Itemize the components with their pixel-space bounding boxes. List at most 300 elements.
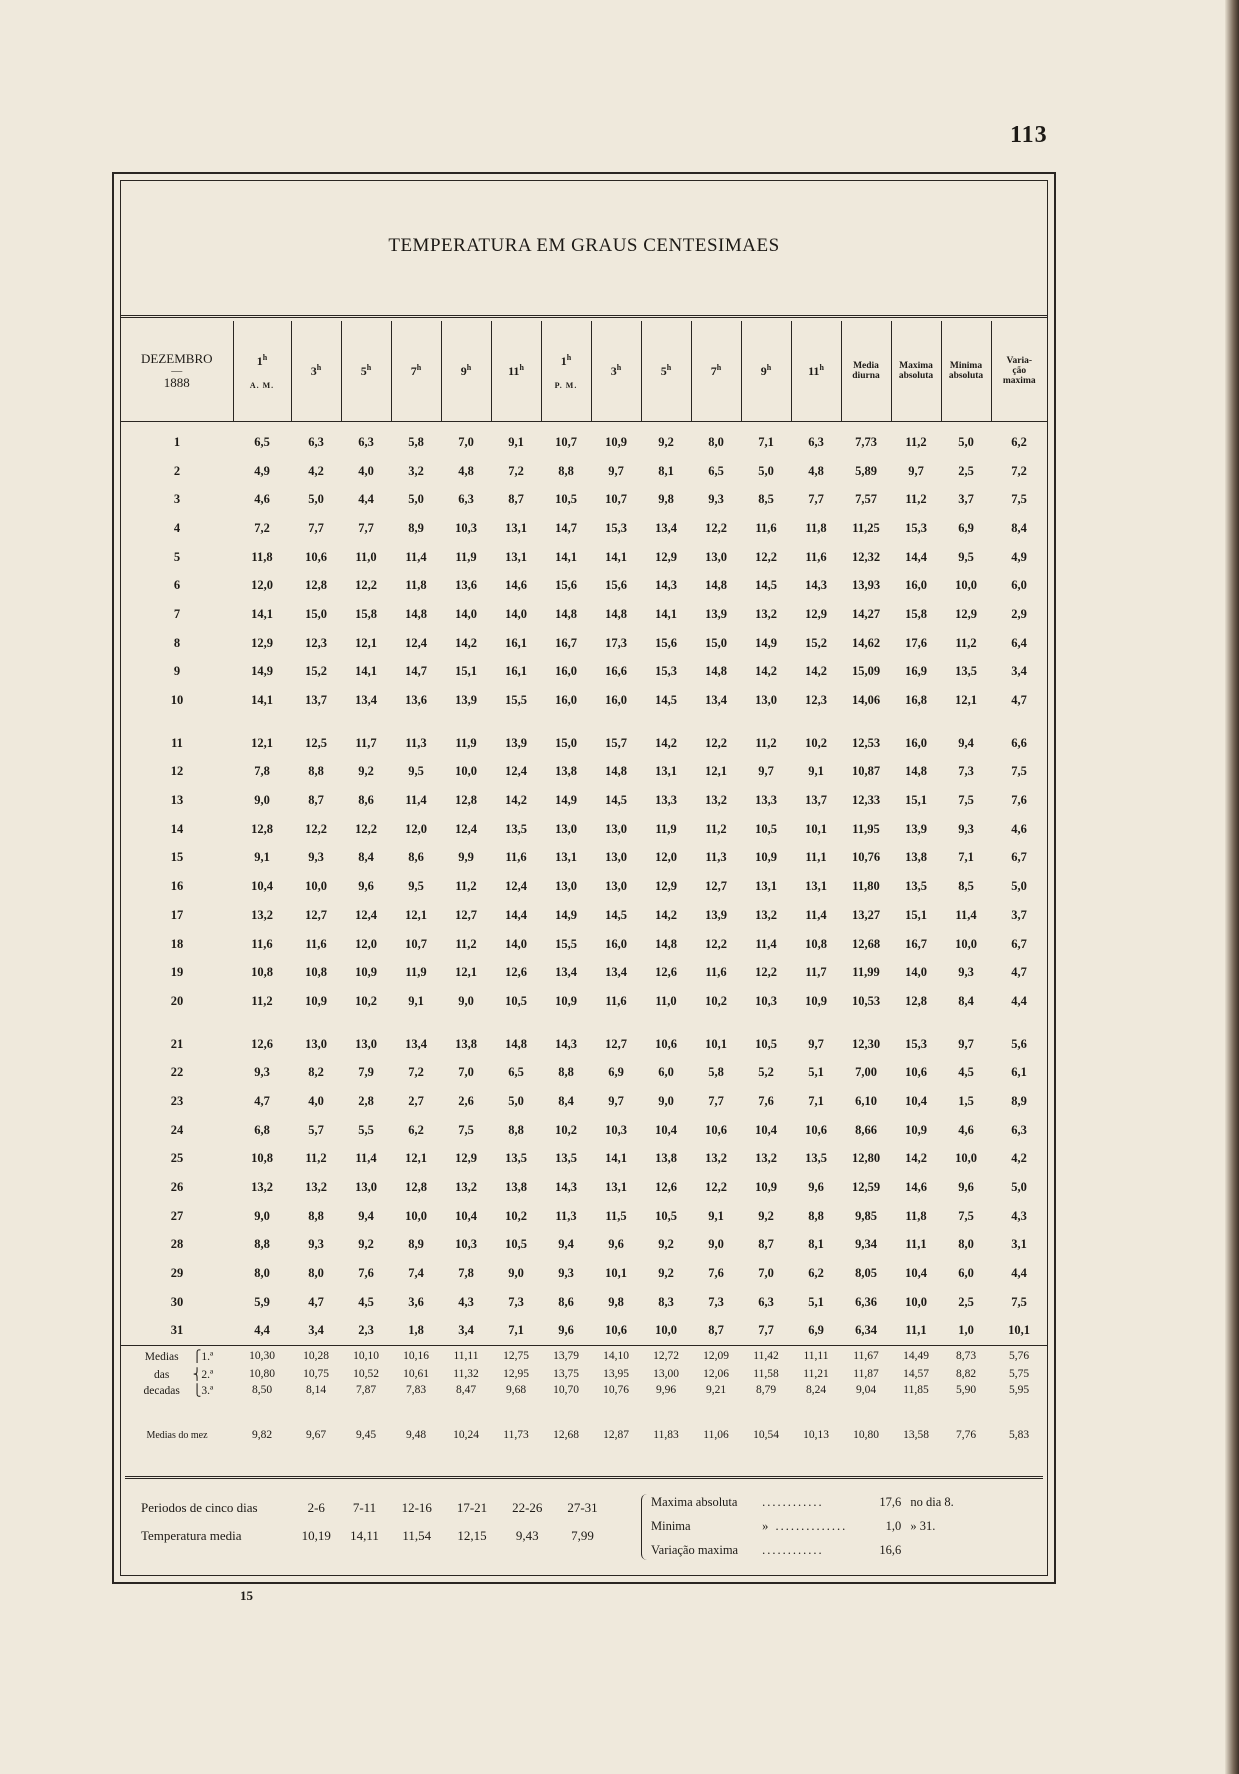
value-cell: 10,9 <box>605 434 627 449</box>
header-hour-3am <box>291 321 341 422</box>
value-cell: 16,0 <box>905 735 927 750</box>
decada-value-cell: 8,50 <box>251 1384 273 1397</box>
value-cell: 11,95 <box>852 821 880 836</box>
value-cell: 13,7 <box>805 793 827 808</box>
spacer-cell <box>233 1410 291 1422</box>
day-cell: 13 <box>170 793 184 808</box>
value-cell: 10,3 <box>755 993 777 1008</box>
value-cell: 14,2 <box>805 664 827 679</box>
value-cell: 10,1 <box>805 821 827 836</box>
value-cell: 10,8 <box>805 936 827 951</box>
value-cell: 6,5 <box>254 434 270 449</box>
decada-label-cell <box>121 1366 233 1382</box>
value-cell: 14,1 <box>555 549 577 564</box>
value-cell: 8,4 <box>958 993 974 1008</box>
value-cell: 9,0 <box>254 1208 270 1223</box>
spacer-cell <box>691 715 741 729</box>
medias-mes-value-cell: 12,87 <box>603 1429 629 1442</box>
value-cell: 14,5 <box>605 907 627 922</box>
value-cell: 8,7 <box>708 1323 724 1338</box>
value-cell: 14,0 <box>505 606 527 621</box>
value-cell: 10,8 <box>251 1151 273 1166</box>
hour-label: 11 <box>808 364 820 378</box>
value-cell: 6,9 <box>608 1065 624 1080</box>
day-cell: 28 <box>170 1237 184 1252</box>
value-cell: 13,1 <box>755 879 777 894</box>
value-cell: 11,0 <box>355 549 377 564</box>
spacer-cell <box>341 1398 391 1410</box>
spacer-cell <box>941 1016 991 1030</box>
table-body <box>121 422 1047 1449</box>
spacer-cell <box>741 1410 791 1422</box>
spacer-cell <box>541 1398 591 1410</box>
table-row <box>121 1317 1047 1346</box>
value-cell: 10,5 <box>505 993 527 1008</box>
value-cell: 10,6 <box>655 1036 677 1051</box>
decada-row <box>121 1382 1047 1398</box>
spacer-cell <box>233 1398 291 1410</box>
value-cell: 7,3 <box>708 1294 724 1309</box>
value-cell: 9,4 <box>558 1237 574 1252</box>
medias-mes-value-cell: 9,45 <box>355 1429 377 1442</box>
table-row <box>121 729 1047 758</box>
value-cell: 13,6 <box>405 693 427 708</box>
value-cell: 10,0 <box>455 764 477 779</box>
value-cell: 14,1 <box>251 693 273 708</box>
day-cell: 19 <box>170 965 184 980</box>
value-cell: 7,7 <box>358 520 374 535</box>
header-hour-5am <box>341 321 391 422</box>
value-cell: 11,2 <box>305 1151 327 1166</box>
spacer-cell <box>591 715 641 729</box>
value-cell: 9,7 <box>808 1036 824 1051</box>
value-cell: 13,8 <box>905 850 927 865</box>
day-cell: 8 <box>173 635 181 650</box>
value-cell: 14,8 <box>505 1036 527 1051</box>
decada-value-cell: 10,75 <box>303 1368 329 1381</box>
value-cell: 12,1 <box>251 735 273 750</box>
value-cell: 16,0 <box>555 664 577 679</box>
value-cell: 11,8 <box>905 1208 927 1223</box>
value-cell: 14,0 <box>455 606 477 621</box>
spacer-cell <box>741 715 791 729</box>
value-cell: 3,6 <box>408 1294 424 1309</box>
value-cell: 9,2 <box>758 1208 774 1223</box>
spacer-cell <box>233 1016 291 1030</box>
pm-label: P. M. <box>554 380 578 390</box>
value-cell: 13,4 <box>405 1036 427 1051</box>
decada-value-cell: 14,10 <box>591 1346 641 1367</box>
day-cell: 27 <box>170 1208 184 1223</box>
decada-value-cell: 11,87 <box>853 1368 879 1381</box>
value-cell: 14,1 <box>605 1151 627 1166</box>
value-cell: 5,0 <box>508 1093 524 1108</box>
decada-value-cell: 12,75 <box>491 1346 541 1367</box>
value-cell: 13,0 <box>355 1036 377 1051</box>
value-cell: 7,5 <box>958 793 974 808</box>
value-cell: 5,89 <box>855 463 877 478</box>
am-label: A. M. <box>249 380 275 390</box>
spacer-cell <box>841 1410 891 1422</box>
decada-value-cell: 5,95 <box>1008 1384 1030 1397</box>
day-cell: 23 <box>170 1093 184 1108</box>
value-cell: 10,0 <box>955 578 977 593</box>
value-cell: 6,3 <box>358 434 374 449</box>
value-cell: 14,7 <box>555 520 577 535</box>
value-cell: 9,7 <box>608 1093 624 1108</box>
value-cell: 12,4 <box>505 879 527 894</box>
value-cell: 4,5 <box>958 1065 974 1080</box>
header-hour-7am <box>391 321 441 422</box>
value-cell: 10,4 <box>755 1122 777 1137</box>
spacer-cell <box>991 1398 1047 1410</box>
value-cell: 13,2 <box>305 1180 327 1195</box>
value-cell: 13,0 <box>355 1180 377 1195</box>
value-cell: 13,4 <box>655 520 677 535</box>
spacer-cell <box>121 1016 233 1030</box>
value-cell: 11,9 <box>455 549 477 564</box>
value-cell: 8,8 <box>808 1208 824 1223</box>
value-cell: 9,0 <box>458 993 474 1008</box>
value-cell: 8,7 <box>758 1237 774 1252</box>
value-cell: 9,1 <box>254 850 270 865</box>
value-cell: 5,6 <box>1011 1036 1027 1051</box>
value-cell: 11,99 <box>852 965 880 980</box>
value-cell: 13,5 <box>905 879 927 894</box>
spacer-cell <box>441 1398 491 1410</box>
value-cell: 7,0 <box>458 1065 474 1080</box>
value-cell: 10,3 <box>605 1122 627 1137</box>
value-cell: 14,4 <box>505 907 527 922</box>
value-cell: 11,25 <box>852 520 880 535</box>
value-cell: 12,2 <box>305 821 327 836</box>
value-cell: 12,6 <box>655 965 677 980</box>
value-cell: 13,4 <box>605 965 627 980</box>
decada-value-cell: 13,75 <box>553 1368 579 1381</box>
value-cell: 11,2 <box>455 936 477 951</box>
decada-value-cell: 13,00 <box>653 1368 679 1381</box>
decada-value-cell: 11,67 <box>841 1346 891 1367</box>
spacer-cell <box>121 1410 233 1422</box>
decada-number: 3.ª <box>201 1385 214 1398</box>
value-cell: 10,0 <box>305 879 327 894</box>
value-cell: 13,0 <box>705 549 727 564</box>
value-cell: 13,0 <box>605 850 627 865</box>
medias-mes-value-cell: 7,76 <box>955 1429 977 1442</box>
extreme-value: 16,6 <box>879 1543 902 1557</box>
value-cell: 5,0 <box>958 434 974 449</box>
value-cell: 3,4 <box>308 1323 324 1338</box>
decada-value-cell: 10,16 <box>391 1346 441 1367</box>
value-cell: 15,3 <box>905 520 927 535</box>
value-cell: 13,3 <box>655 793 677 808</box>
value-cell: 4,0 <box>308 1093 324 1108</box>
value-cell: 12,1 <box>405 907 427 922</box>
value-cell: 9,2 <box>658 434 674 449</box>
hour-mark: h <box>766 363 772 372</box>
header-hour-11am <box>491 321 541 422</box>
value-cell: 7,2 <box>508 463 524 478</box>
table-row <box>121 1145 1047 1174</box>
extreme-leader: » .............. <box>762 1519 848 1533</box>
temperatura-media-value: 7,99 <box>571 1528 594 1543</box>
extreme-row-maxima <box>651 1490 1000 1514</box>
value-cell: 17,6 <box>905 635 927 650</box>
value-cell: 10,1 <box>605 1266 627 1281</box>
value-cell: 7,7 <box>708 1093 724 1108</box>
value-cell: 10,3 <box>455 520 477 535</box>
value-cell: 12,1 <box>705 764 727 779</box>
value-cell: 14,4 <box>905 549 927 564</box>
day-cell: 18 <box>170 936 184 951</box>
table-row <box>121 1173 1047 1202</box>
page-number: 113 <box>1010 122 1048 148</box>
value-cell: 11,6 <box>705 965 727 980</box>
value-cell: 13,1 <box>655 764 677 779</box>
value-cell: 13,93 <box>851 578 881 593</box>
spacer-cell <box>441 1016 491 1030</box>
value-cell: 10,4 <box>455 1208 477 1223</box>
spacer-cell <box>591 1410 641 1422</box>
value-cell: 10,0 <box>405 1208 427 1223</box>
value-cell: 9,5 <box>408 764 424 779</box>
value-cell: 9,2 <box>358 764 374 779</box>
value-cell: 16,7 <box>555 635 577 650</box>
header-hour-1am <box>233 321 291 422</box>
value-cell: 4,4 <box>1011 1266 1027 1281</box>
value-cell: 8,2 <box>308 1065 324 1080</box>
decada-value-cell: 7,87 <box>355 1384 377 1397</box>
medias-label-word: Medias <box>144 1351 179 1364</box>
spacer-cell <box>491 1410 541 1422</box>
decada-brace: ⎩ <box>192 1385 202 1398</box>
value-cell: 14,06 <box>851 693 881 708</box>
value-cell: 10,5 <box>755 821 777 836</box>
day-cell: 26 <box>170 1180 184 1195</box>
spacer-cell <box>891 1016 941 1030</box>
decada-value-cell: 5,75 <box>1008 1368 1030 1381</box>
value-cell: 6,3 <box>808 434 824 449</box>
value-cell: 14,8 <box>905 764 927 779</box>
spacer-cell <box>391 1398 441 1410</box>
table-inner-frame <box>120 180 1048 1576</box>
hour-label: 3 <box>310 364 317 378</box>
value-cell: 12,33 <box>851 793 881 808</box>
spacer-cell <box>541 1016 591 1030</box>
value-cell: 10,6 <box>805 1122 827 1137</box>
hour-mark: h <box>366 363 372 372</box>
decada-value-cell: 10,30 <box>233 1346 291 1367</box>
value-cell: 11,8 <box>405 578 427 593</box>
value-cell: 14,9 <box>251 664 273 679</box>
decada-row <box>121 1346 1047 1367</box>
value-cell: 5,8 <box>708 1065 724 1080</box>
value-cell: 12,8 <box>251 821 273 836</box>
spacer-cell <box>991 1016 1047 1030</box>
value-cell: 12,7 <box>305 907 327 922</box>
spacer-cell <box>641 1398 691 1410</box>
table-row <box>121 686 1047 715</box>
decada-value-cell: 10,61 <box>403 1368 429 1381</box>
value-cell: 6,3 <box>758 1294 774 1309</box>
value-cell: 6,3 <box>458 492 474 507</box>
value-cell: 15,6 <box>605 578 627 593</box>
value-cell: 2,8 <box>358 1093 374 1108</box>
value-cell: 14,3 <box>655 578 677 593</box>
extreme-label: Minima <box>651 1519 691 1533</box>
value-cell: 14,3 <box>555 1036 577 1051</box>
value-cell: 9,3 <box>254 1065 270 1080</box>
value-cell: 9,9 <box>458 850 474 865</box>
value-cell: 13,8 <box>655 1151 677 1166</box>
value-cell: 14,62 <box>851 635 881 650</box>
value-cell: 14,1 <box>355 664 377 679</box>
spacer-cell <box>441 1410 491 1422</box>
table-row <box>121 514 1047 543</box>
title-band <box>121 181 1047 318</box>
value-cell: 7,1 <box>508 1323 524 1338</box>
value-cell: 15,0 <box>305 606 327 621</box>
value-cell: 11,1 <box>905 1237 927 1252</box>
value-cell: 10,2 <box>505 1208 527 1223</box>
table-row <box>121 457 1047 486</box>
value-cell: 13,0 <box>555 821 577 836</box>
value-cell: 6,34 <box>855 1323 877 1338</box>
value-cell: 11,2 <box>705 821 727 836</box>
value-cell: 14,8 <box>705 578 727 593</box>
medias-mes-value-cell: 10,54 <box>753 1429 779 1442</box>
temperatura-media-value: 11,54 <box>402 1528 432 1543</box>
value-cell: 13,5 <box>955 664 977 679</box>
value-cell: 12,8 <box>405 1180 427 1195</box>
value-cell: 15,7 <box>605 735 627 750</box>
value-cell: 5,8 <box>408 434 424 449</box>
value-cell: 11,0 <box>655 993 677 1008</box>
value-cell: 11,8 <box>251 549 273 564</box>
spacer-cell <box>591 1398 641 1410</box>
spacer-cell <box>991 1410 1047 1422</box>
value-cell: 11,3 <box>705 850 727 865</box>
value-cell: 2,9 <box>1011 606 1027 621</box>
decada-value-cell: 8,79 <box>755 1384 777 1397</box>
day-cell: 16 <box>170 879 184 894</box>
temperatura-media-value: 12,15 <box>457 1528 487 1543</box>
value-cell: 9,1 <box>708 1208 724 1223</box>
medias-mes-value-cell: 10,13 <box>803 1429 829 1442</box>
value-cell: 3,2 <box>408 463 424 478</box>
value-cell: 6,0 <box>958 1266 974 1281</box>
table-row <box>121 600 1047 629</box>
extreme-label: Maxima absoluta <box>651 1495 738 1509</box>
value-cell: 3,7 <box>958 492 974 507</box>
medias-mes-value-cell: 5,83 <box>1008 1429 1030 1442</box>
spacer-cell <box>341 715 391 729</box>
value-cell: 12,8 <box>455 793 477 808</box>
value-cell: 12,0 <box>251 578 273 593</box>
temperatura-media-value: 14,11 <box>350 1528 379 1543</box>
hour-label: 1 <box>256 353 263 368</box>
value-cell: 4,2 <box>308 463 324 478</box>
spacer-cell <box>991 715 1047 729</box>
table-row <box>121 1058 1047 1087</box>
medias-mes-value-cell: 11,06 <box>703 1429 729 1442</box>
decada-label-cell <box>121 1346 233 1367</box>
day-cell: 12 <box>170 764 184 779</box>
decada-value-cell: 8,14 <box>305 1384 327 1397</box>
decada-value-cell: 9,68 <box>505 1384 527 1397</box>
value-cell: 7,1 <box>808 1093 824 1108</box>
day-cell: 11 <box>171 735 183 750</box>
value-cell: 14,1 <box>655 606 677 621</box>
decada-value-cell: 10,28 <box>291 1346 341 1367</box>
value-cell: 15,1 <box>455 664 477 679</box>
decada-value-cell: 10,52 <box>353 1368 379 1381</box>
value-cell: 13,9 <box>705 606 727 621</box>
decada-value-cell: 8,24 <box>805 1384 827 1397</box>
value-cell: 7,7 <box>308 520 324 535</box>
value-cell: 7,73 <box>855 434 877 449</box>
value-cell: 7,7 <box>808 492 824 507</box>
value-cell: 6,2 <box>1011 434 1027 449</box>
value-cell: 8,8 <box>308 1208 324 1223</box>
value-cell: 7,4 <box>408 1266 424 1281</box>
value-cell: 12,6 <box>655 1180 677 1195</box>
value-cell: 14,8 <box>555 606 577 621</box>
value-cell: 8,0 <box>958 1237 974 1252</box>
table-row <box>121 422 1047 457</box>
value-cell: 9,6 <box>358 879 374 894</box>
value-cell: 4,3 <box>1011 1208 1027 1223</box>
value-cell: 13,0 <box>555 879 577 894</box>
value-cell: 3,4 <box>458 1323 474 1338</box>
value-cell: 10,2 <box>705 993 727 1008</box>
header-minima-absoluta <box>941 321 991 422</box>
value-cell: 7,2 <box>254 520 270 535</box>
spacer-cell <box>233 715 291 729</box>
value-cell: 12,59 <box>851 1180 881 1195</box>
value-cell: 12,2 <box>355 821 377 836</box>
value-cell: 10,4 <box>251 879 273 894</box>
value-cell: 9,6 <box>608 1237 624 1252</box>
value-cell: 12,0 <box>405 821 427 836</box>
spacer-cell <box>391 1410 441 1422</box>
value-cell: 7,6 <box>758 1093 774 1108</box>
value-cell: 11,3 <box>405 735 427 750</box>
hour-mark: h <box>519 363 524 372</box>
value-cell: 12,0 <box>355 936 377 951</box>
header-hour-9pm <box>741 321 791 422</box>
spacer-cell <box>841 1016 891 1030</box>
decada-value-cell: 9,96 <box>655 1384 677 1397</box>
spacer-cell <box>291 1398 341 1410</box>
value-cell: 14,3 <box>805 578 827 593</box>
value-cell: 9,3 <box>958 965 974 980</box>
day-cell: 6 <box>173 578 181 593</box>
value-cell: 16,1 <box>505 664 527 679</box>
table-row <box>121 1259 1047 1288</box>
header-month-year <box>121 321 233 422</box>
value-cell: 13,3 <box>755 793 777 808</box>
table-row <box>121 786 1047 815</box>
spacer-cell <box>841 1398 891 1410</box>
value-cell: 9,8 <box>658 492 674 507</box>
value-cell: 5,2 <box>758 1065 774 1080</box>
value-cell: 6,2 <box>408 1122 424 1137</box>
value-cell: 4,8 <box>458 463 474 478</box>
value-cell: 5,1 <box>808 1294 824 1309</box>
value-cell: 16,7 <box>905 936 927 951</box>
value-cell: 12,7 <box>455 907 477 922</box>
